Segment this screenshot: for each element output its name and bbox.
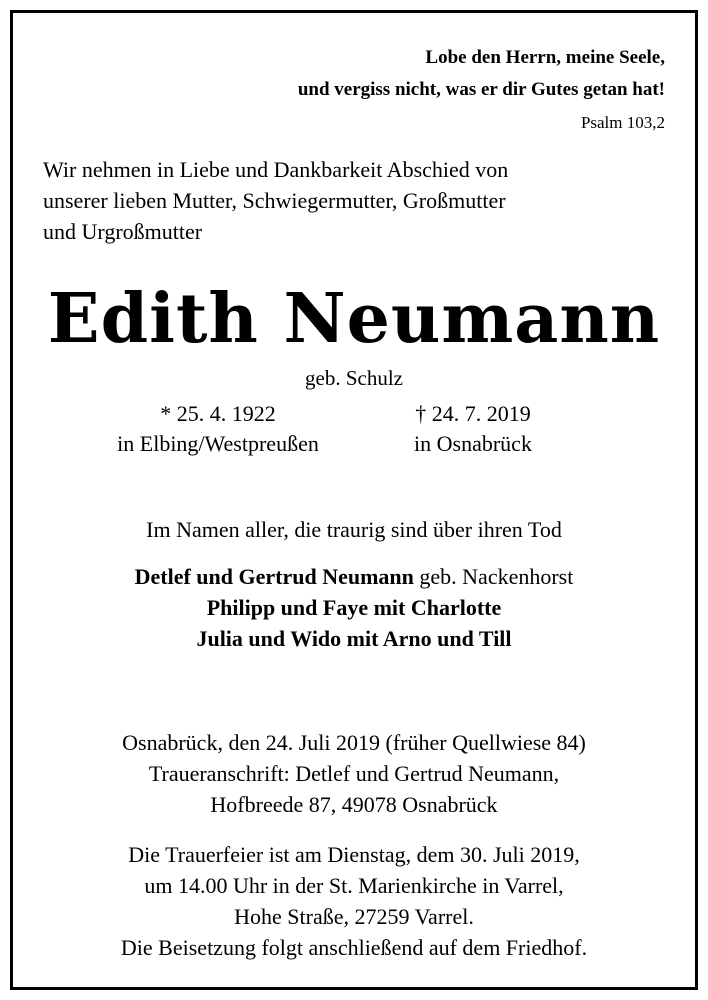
funeral-line-1: Die Trauerfeier ist am Dienstag, dem 30. Juli 2019, xyxy=(128,842,580,867)
mourner-line-1 xyxy=(13,564,695,590)
obituary-notice xyxy=(10,10,698,990)
deceased-name: Edith Neumann xyxy=(47,279,661,359)
psalm-line-2: und vergiss nicht, was er dir Gutes getan hat! xyxy=(297,79,665,100)
intro-line-2: unserer lieben Mutter, Schwiegermutter, Großmutter xyxy=(43,188,506,213)
psalm-reference: Psalm 103,2 xyxy=(580,113,665,132)
funeral-line-3: Hohe Straße, 27259 Varrel. xyxy=(234,904,474,929)
mourner-maiden-name: geb. Nackenhorst xyxy=(413,564,574,589)
death-place: in Osnabrück xyxy=(414,431,532,456)
mourner-line-2: Philipp und Faye mit Charlotte xyxy=(206,595,502,620)
birth-place: in Elbing/Westpreußen xyxy=(117,431,319,456)
intro-line-1: Wir nehmen in Liebe und Dankbarkeit Abschied von xyxy=(43,157,509,182)
intro-line-3: und Urgroßmutter xyxy=(43,219,203,244)
intro-text xyxy=(43,154,683,247)
address-line-1: Osnabrück, den 24. Juli 2019 (früher Quellwiese 84) xyxy=(122,730,586,755)
mourner-names: Detlef und Gertrud Neumann xyxy=(134,564,414,589)
birth-info xyxy=(63,401,373,457)
birth-date: * 25. 4. 1922 xyxy=(160,401,276,426)
funeral-line-4: Die Beisetzung folgt anschließend auf dem Friedhof. xyxy=(120,935,588,960)
birth-name: geb. Schulz xyxy=(305,366,403,390)
mourners-intro: Im Namen aller, die traurig sind über ihren Tod xyxy=(146,517,562,542)
death-info xyxy=(378,401,568,457)
address-line-3: Hofbreede 87, 49078 Osnabrück xyxy=(210,792,498,817)
funeral-line-2: um 14.00 Uhr in der St. Marienkirche in Varrel, xyxy=(144,873,564,898)
psalm-line-1: Lobe den Herrn, meine Seele, xyxy=(425,47,665,68)
death-date: † 24. 7. 2019 xyxy=(415,401,531,426)
address-line-2: Traueranschrift: Detlef und Gertrud Neumann, xyxy=(148,761,560,786)
mourner-line-3: Julia und Wido mit Arno und Till xyxy=(196,626,512,651)
